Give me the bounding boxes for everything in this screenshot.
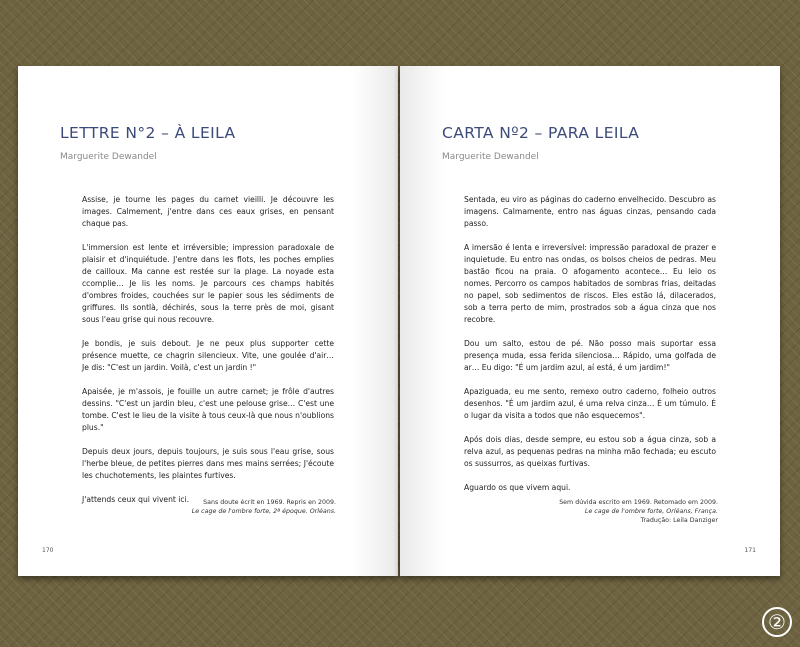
source-credit (192, 498, 336, 516)
paragraph: Após dois dias, desde sempre, eu estou sob a água cinza, sob a relva azul, as pequenas pedras na minha mão fechada; eu escuto os sussurros, as queixas furtivas. (464, 435, 716, 468)
paragraph: A imersão é lenta e irreversível: impressão paradoxal de prazer e inquietude. Eu entro nas ondas, os bolsos cheios de pedras. Meu bastão ficou na praia. O afogamento acontece… Eu leio os nomes. Percorro os campos habitados de sombras frias, deitadas no papel, sob sedimentos de riscos. Eles estão lá, dilacerados, sob a terra perto de mim, prostrados sob a água cinza que nos recobre. (464, 243, 716, 324)
paragraph: Depuis deux jours, depuis toujours, je suis sous l'eau grise, sous l'herbe bleue, de petites pierres dans mes mains serrées; J'écoute les chuchotements, les plaintes furtives. (82, 447, 334, 480)
credit-line: Le cage de l'ombre forte, Orléans, França. (584, 508, 718, 515)
open-book (14, 66, 784, 581)
paragraph: Je bondis, je suis debout. Je ne peux plus supporter cette présence muette, ce chagrin silencieux. Vite, une goulée d'air… Je dis: "C'est un jardin. Voilà, c'est un jardin !" (82, 339, 334, 372)
credit-line: Le cage de l'ombre forte, 2ª époque. Orléans. (191, 508, 336, 515)
figure-number-badge: ② (762, 607, 792, 637)
paragraph: Sentada, eu viro as páginas do caderno envelhecido. Descubro as imagens. Calmamente, entro nas águas cinzas, pensando cada passo. (464, 195, 716, 228)
page-number: 170 (42, 547, 54, 554)
paragraph: Apaziguada, eu me sento, remexo outro caderno, folheio outros desenhos. "É um jardim azul, é uma relva cinza… É um túmulo. É o lugar da visita a todos que não esquecemos". (464, 387, 716, 420)
paragraph: L'immersion est lente et irréversible; impression paradoxale de plaisir et d'inquiétude. J'entre dans les flots, les poches emplies de cailloux. Ma canne est restée sur la plage. La noyade esta ccomplie… Je lis les noms. Je parcours ces champs habités d'ombres froides, couchées sur le papier sous les sédiments de griffures. Ils sontlà, déchirés, sous la terre près de moi, gisant sous l'eau grise qui nous recouvre. (82, 243, 334, 324)
paragraph: J'attends ceux qui vivent ici. (82, 495, 190, 504)
credit-line: Sans doute écrit en 1969. Repris en 2009. (203, 499, 336, 506)
paragraph: Aguardo os que vivem aqui. (464, 483, 571, 492)
author-name: Marguerite Dewandel (442, 152, 539, 162)
left-page (18, 66, 398, 576)
letter-body (82, 194, 334, 518)
credit-line: Sem dúvida escrito em 1969. Retomado em 2009. (559, 499, 718, 506)
page-number: 171 (744, 547, 756, 554)
page-title: LETTRE N°2 – À LEILA (60, 124, 236, 142)
source-credit (559, 498, 718, 525)
page-title: CARTA Nº2 – PARA LEILA (442, 124, 640, 142)
paragraph: Assise, je tourne les pages du carnet vieilli. Je découvre les images. Calmement, j'entre dans ces eaux grises, en pensant chaque pas. (82, 195, 334, 228)
credit-line: Tradução: Leila Danziger (640, 517, 718, 524)
right-page (400, 66, 780, 576)
letter-body (464, 194, 716, 506)
paragraph: Apaisée, je m'assois, je fouille un autre carnet; je frôle d'autres dessins. "C'est un jardin bleu, c'est une pelouse grise… C'est une tombe. C'est le lieu de la visite à tous ceux-là que nous n'oublions plus." (82, 387, 334, 432)
author-name: Marguerite Dewandel (60, 152, 157, 162)
paragraph: Dou um salto, estou de pé. Não posso mais suportar essa presença muda, essa ferida silenciosa… Rápido, uma golfada de ar… Eu digo: "É um jardim azul, aí está, é um jardim!" (464, 339, 716, 372)
